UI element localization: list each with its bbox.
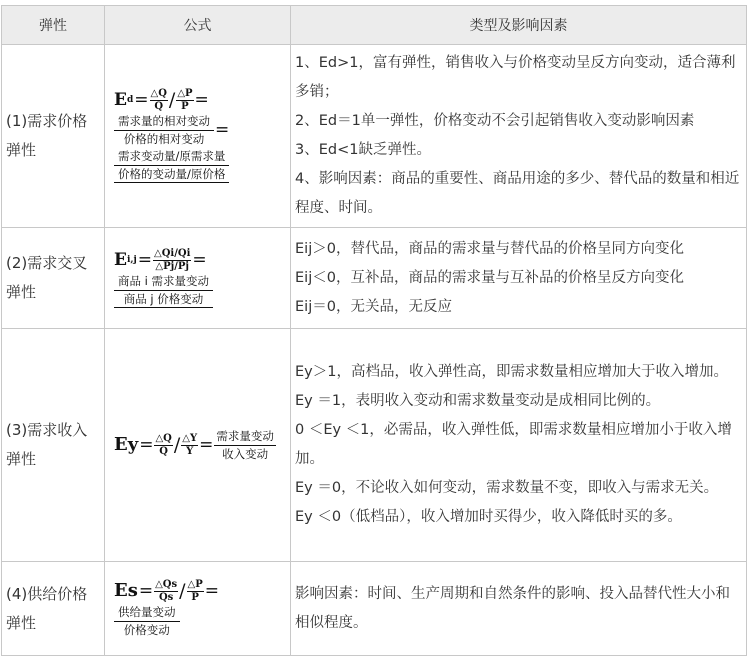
formula-fraction: $\frac{\text{供给量变动}}{\text{价格变动}}$ bbox=[114, 605, 180, 638]
table-row bbox=[2, 45, 747, 228]
header-formula: 公式 bbox=[105, 6, 291, 45]
formula-fraction: $\frac{\triangle Qs}{Qs}$ bbox=[155, 578, 178, 603]
formula-cell bbox=[105, 228, 291, 329]
elasticity-type: (1)需求价格弹性 bbox=[2, 45, 105, 228]
formula-cell bbox=[105, 45, 291, 228]
elasticity-type: (3)需求收入弹性 bbox=[2, 329, 105, 562]
formula-line bbox=[114, 274, 213, 308]
description-cell bbox=[291, 329, 747, 562]
description-line: Ey ＝1，表明收入变动和需求数量变动是成相同比例的。 bbox=[295, 393, 661, 409]
formula-fraction: $\frac{\text{需求量的相对变动}}{\text{价格的相对变动}}$ bbox=[114, 114, 214, 147]
description-cell bbox=[291, 45, 747, 228]
formula-fraction: $\frac{\triangle Q}{Q}$ bbox=[155, 432, 172, 457]
formula-line: E i,j = $\frac{\triangle Qi/Qi}{\triangle Pj/Pj}$ = bbox=[114, 247, 207, 272]
formula-fraction: $\frac{\text{需求变动量/原需求量}}{\text{价格的变动量/原价格}}$ bbox=[114, 149, 229, 183]
description-line: Eij＜0，互补品，商品的需求量与互补品的价格呈反方向变化 bbox=[295, 269, 684, 286]
formula-fraction: $\frac{\triangle Qi/Qi}{\triangle Pj/Pj}$ bbox=[154, 247, 191, 272]
description-line: 0 ＜Ey ＜1，必需品，收入弹性低，即需求数量相应增加小于收入增加。 bbox=[295, 422, 732, 467]
header-types-factors: 类型及影响因素 bbox=[291, 6, 747, 45]
description-cell bbox=[291, 228, 747, 329]
formula-fraction: $\frac{\text{需求量变动}}{\text{收入变动}}$ bbox=[216, 428, 274, 461]
formula-cell bbox=[105, 329, 291, 562]
formula-fraction: $\frac{\triangle Y}{Y}$ bbox=[182, 432, 198, 457]
description-line: 3、Ed<1缺乏弹性。 bbox=[295, 142, 431, 158]
header-row bbox=[2, 6, 747, 45]
table-row bbox=[2, 329, 747, 562]
description-line: Eij＝0，无关品，无反应 bbox=[295, 298, 452, 315]
formula-line bbox=[114, 605, 180, 638]
formula-line: E d = $\frac{\triangle Q}{Q}$ / $\frac{\triangle P}{P}$ = bbox=[114, 88, 209, 112]
description-line: 4、影响因素：商品的重要性、商品用途的多少、替代品的数量和相近程度、时间。 bbox=[295, 171, 740, 216]
formula-line: Es = $\frac{\triangle Qs}{Qs}$ / $\frac{\triangle P}{P}$ = bbox=[114, 578, 220, 603]
table-row bbox=[2, 562, 747, 656]
description-line: 2、Ed＝1单一弹性，价格变动不会引起销售收入变动影响因素 bbox=[295, 113, 695, 129]
table-row bbox=[2, 228, 747, 329]
elasticity-table bbox=[1, 5, 747, 656]
description-line: Ey ＜0（低档品），收入增加时买得少，收入降低时买的多。 bbox=[295, 509, 682, 525]
description-line: Ey＞1，高档品，收入弹性高，即需求数量相应增加大于收入增加。 bbox=[295, 364, 728, 380]
formula-fraction: $\frac{\triangle P}{P}$ bbox=[187, 578, 203, 603]
description-line: Eij＞0，替代品，商品的需求量与替代品的价格呈同方向变化 bbox=[295, 240, 684, 257]
formula-fraction: $\frac{\triangle Q}{Q}$ bbox=[150, 88, 167, 112]
formula-line bbox=[114, 149, 229, 183]
description-cell bbox=[291, 562, 747, 656]
elasticity-type: (2)需求交叉弹性 bbox=[2, 228, 105, 329]
formula-cell bbox=[105, 562, 291, 656]
description-line: 1、Ed>1，富有弹性，销售收入与价格变动呈反方向变动，适合薄利多销； bbox=[295, 55, 736, 100]
header-elasticity: 弹性 bbox=[2, 6, 105, 45]
description-line: 影响因素：时间、生产周期和自然条件的影响、投入品替代性大小和相似程度。 bbox=[295, 585, 730, 631]
formula-fraction: $\frac{\text{商品 i 需求量变动}}{\text{商品 j 价格变动}}$ bbox=[114, 274, 213, 308]
description-line: Ey ＝0，不论收入如何变动，需求数量不变，即收入与需求无关。 bbox=[295, 480, 719, 496]
formula-line: $\frac{\text{需求量的相对变动}}{\text{价格的相对变动}}$ = bbox=[114, 114, 230, 147]
formula-fraction: $\frac{\triangle P}{P}$ bbox=[177, 88, 193, 112]
elasticity-type: (4)供给价格弹性 bbox=[2, 562, 105, 656]
formula-line: Ey = $\frac{\triangle Q}{Q}$ / $\frac{\triangle Y}{Y}$ = $\frac{\text{需求量变动}}{\text{收入变动}}$ bbox=[114, 428, 274, 461]
